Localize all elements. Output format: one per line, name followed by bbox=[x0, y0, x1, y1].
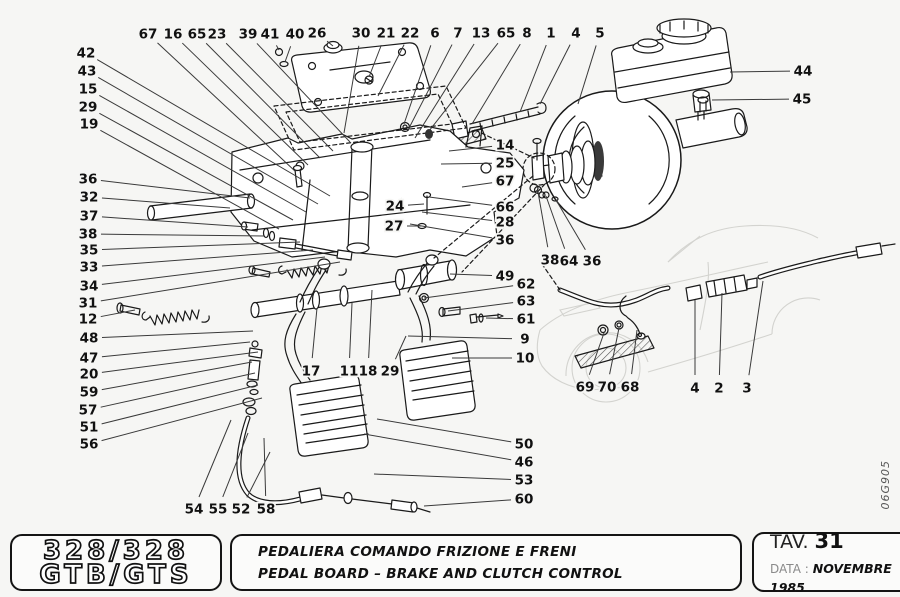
part-label-26: 26 bbox=[307, 25, 327, 42]
clevis-fork bbox=[532, 155, 544, 180]
part-label-23: 23 bbox=[207, 26, 227, 43]
part-label-55: 55 bbox=[208, 501, 228, 518]
part-label-65: 65 bbox=[496, 25, 516, 42]
part-label-11: 11 bbox=[339, 363, 359, 380]
print-code: 06G905 bbox=[879, 460, 892, 510]
pedal-pivot-shaft bbox=[251, 260, 457, 318]
leader-line-36 bbox=[101, 181, 250, 198]
table-number-box bbox=[752, 528, 900, 595]
leader-line-44 bbox=[730, 71, 790, 72]
brake-hoses bbox=[560, 243, 895, 339]
part-label-1: 1 bbox=[546, 25, 556, 42]
part-label-5: 5 bbox=[595, 25, 605, 42]
date-value: NOVEMBRE 1985 bbox=[770, 560, 892, 595]
leader-line-17 bbox=[312, 308, 317, 358]
drawing-title-italian: PEDALIERA COMANDO FRIZIONE E FRENI bbox=[258, 543, 577, 560]
part-label-54: 54 bbox=[184, 501, 204, 518]
part-label-20: 20 bbox=[79, 366, 99, 383]
part-label-60: 60 bbox=[514, 491, 534, 508]
leader-line-37 bbox=[102, 217, 248, 227]
leader-line-51 bbox=[102, 385, 258, 424]
push-rod bbox=[452, 103, 546, 139]
part-label-52: 52 bbox=[231, 501, 251, 518]
fluid-reservoir bbox=[612, 19, 733, 112]
part-label-56: 56 bbox=[79, 436, 99, 453]
leader-line-65 bbox=[429, 43, 498, 131]
part-label-67: 67 bbox=[138, 26, 158, 43]
leader-line-59 bbox=[102, 362, 252, 390]
date-line bbox=[770, 558, 900, 596]
leader-line-3 bbox=[749, 281, 763, 375]
leader-line-54 bbox=[199, 420, 231, 497]
part-label-2: 2 bbox=[714, 380, 724, 397]
part-label-34: 34 bbox=[79, 278, 99, 295]
hose-end-fitting bbox=[856, 243, 882, 258]
leader-line-58 bbox=[264, 438, 266, 496]
ferrule-4 bbox=[686, 285, 702, 301]
part-label-16: 16 bbox=[163, 26, 183, 43]
part-label-44: 44 bbox=[793, 63, 813, 80]
part-label-58: 58 bbox=[256, 501, 276, 518]
part-label-68: 68 bbox=[620, 379, 640, 396]
part-label-21: 21 bbox=[376, 25, 396, 42]
tav-number: 31 bbox=[814, 528, 844, 553]
leader-line-57 bbox=[101, 373, 255, 407]
washer-70 bbox=[615, 321, 623, 329]
leader-line-60 bbox=[424, 500, 511, 506]
leader-line-61 bbox=[486, 318, 513, 319]
part-label-30: 30 bbox=[351, 25, 371, 42]
part-label-36: 36 bbox=[582, 253, 602, 270]
model-logo-box bbox=[10, 534, 222, 591]
leader-line-33 bbox=[102, 250, 313, 266]
part-label-13: 13 bbox=[471, 25, 491, 42]
model-name-line1: 328/328 bbox=[42, 535, 190, 566]
part-label-17: 17 bbox=[301, 363, 321, 380]
part-label-40: 40 bbox=[285, 26, 305, 43]
part-label-43: 43 bbox=[77, 63, 97, 80]
part-label-29: 29 bbox=[380, 363, 400, 380]
leader-line-62 bbox=[424, 286, 513, 298]
leader-line-47 bbox=[102, 342, 250, 357]
part-label-18: 18 bbox=[358, 363, 378, 380]
part-label-57: 57 bbox=[78, 402, 98, 419]
leader-line-4 bbox=[540, 45, 570, 104]
part-label-12: 12 bbox=[78, 311, 98, 328]
part-label-47: 47 bbox=[79, 350, 99, 367]
part-label-37: 37 bbox=[79, 208, 99, 225]
part-label-48: 48 bbox=[79, 330, 99, 347]
washer-40 bbox=[280, 62, 288, 67]
part-label-27: 27 bbox=[384, 218, 404, 235]
part-label-10: 10 bbox=[515, 350, 535, 367]
part-label-63: 63 bbox=[516, 293, 536, 310]
leader-line-50 bbox=[377, 419, 511, 442]
bolt-61 bbox=[470, 314, 477, 323]
part-label-45: 45 bbox=[792, 91, 812, 108]
part-label-42: 42 bbox=[76, 45, 96, 62]
part-label-36: 36 bbox=[78, 171, 98, 188]
part-label-64: 64 bbox=[559, 253, 579, 270]
model-name-line2: GTB/GTS bbox=[39, 559, 193, 590]
leader-line-53 bbox=[374, 474, 511, 479]
leader-line-8 bbox=[472, 44, 520, 124]
leader-line-34 bbox=[102, 257, 325, 284]
part-label-38: 38 bbox=[540, 252, 560, 269]
part-label-29: 29 bbox=[78, 99, 98, 116]
leader-line-9 bbox=[408, 336, 512, 339]
car-silhouette bbox=[537, 226, 820, 403]
part-label-53: 53 bbox=[514, 472, 534, 489]
leader-line-40 bbox=[285, 46, 291, 62]
part-label-66: 66 bbox=[495, 199, 515, 216]
part-label-31: 31 bbox=[78, 295, 98, 312]
part-label-50: 50 bbox=[514, 436, 534, 453]
part-label-32: 32 bbox=[79, 189, 99, 206]
leader-line-11 bbox=[350, 303, 352, 358]
part-label-65: 65 bbox=[187, 26, 207, 43]
leader-line-48 bbox=[102, 331, 253, 337]
leader-line-20 bbox=[102, 352, 258, 372]
part-label-8: 8 bbox=[522, 25, 532, 42]
part-label-33: 33 bbox=[79, 259, 99, 276]
part-label-7: 7 bbox=[453, 25, 463, 42]
part-label-59: 59 bbox=[79, 384, 99, 401]
date-label: DATA : bbox=[770, 561, 809, 576]
part-label-38: 38 bbox=[78, 226, 98, 243]
part-label-35: 35 bbox=[79, 242, 99, 259]
part-label-36: 36 bbox=[495, 232, 515, 249]
part-label-14: 14 bbox=[495, 137, 515, 154]
tav-label: TAV. bbox=[770, 530, 809, 553]
part-label-39: 39 bbox=[238, 26, 258, 43]
part-label-46: 46 bbox=[514, 454, 534, 471]
part-label-24: 24 bbox=[385, 198, 405, 215]
part-label-67: 67 bbox=[495, 173, 515, 190]
part-label-15: 15 bbox=[78, 81, 98, 98]
part-label-4: 4 bbox=[571, 25, 581, 42]
part-label-3: 3 bbox=[742, 380, 752, 397]
part-label-70: 70 bbox=[597, 379, 617, 396]
leader-line-2 bbox=[719, 293, 722, 375]
leader-line-45 bbox=[712, 99, 789, 100]
leader-line-38 bbox=[101, 234, 264, 236]
part-label-51: 51 bbox=[79, 419, 99, 436]
part-label-49: 49 bbox=[495, 268, 515, 285]
part-label-41: 41 bbox=[260, 26, 280, 43]
part-label-61: 61 bbox=[516, 311, 536, 328]
part-label-69: 69 bbox=[575, 379, 595, 396]
leader-line-38 bbox=[538, 192, 548, 247]
part-label-4: 4 bbox=[690, 380, 700, 397]
part-label-22: 22 bbox=[400, 25, 420, 42]
fitting-2 bbox=[706, 275, 747, 297]
part-label-62: 62 bbox=[516, 276, 536, 293]
leader-line-1 bbox=[520, 45, 546, 112]
part-label-9: 9 bbox=[520, 331, 530, 348]
leader-line-42 bbox=[97, 60, 330, 196]
part-label-25: 25 bbox=[495, 155, 515, 172]
drawing-title-box bbox=[230, 534, 742, 591]
table-number-line bbox=[770, 529, 900, 553]
part-label-28: 28 bbox=[495, 214, 515, 231]
part-label-19: 19 bbox=[79, 116, 99, 133]
drawing-title-english: PEDAL BOARD – BRAKE AND CLUTCH CONTROL bbox=[258, 565, 623, 582]
part-label-6: 6 bbox=[430, 25, 440, 42]
leader-line-52 bbox=[247, 452, 270, 497]
